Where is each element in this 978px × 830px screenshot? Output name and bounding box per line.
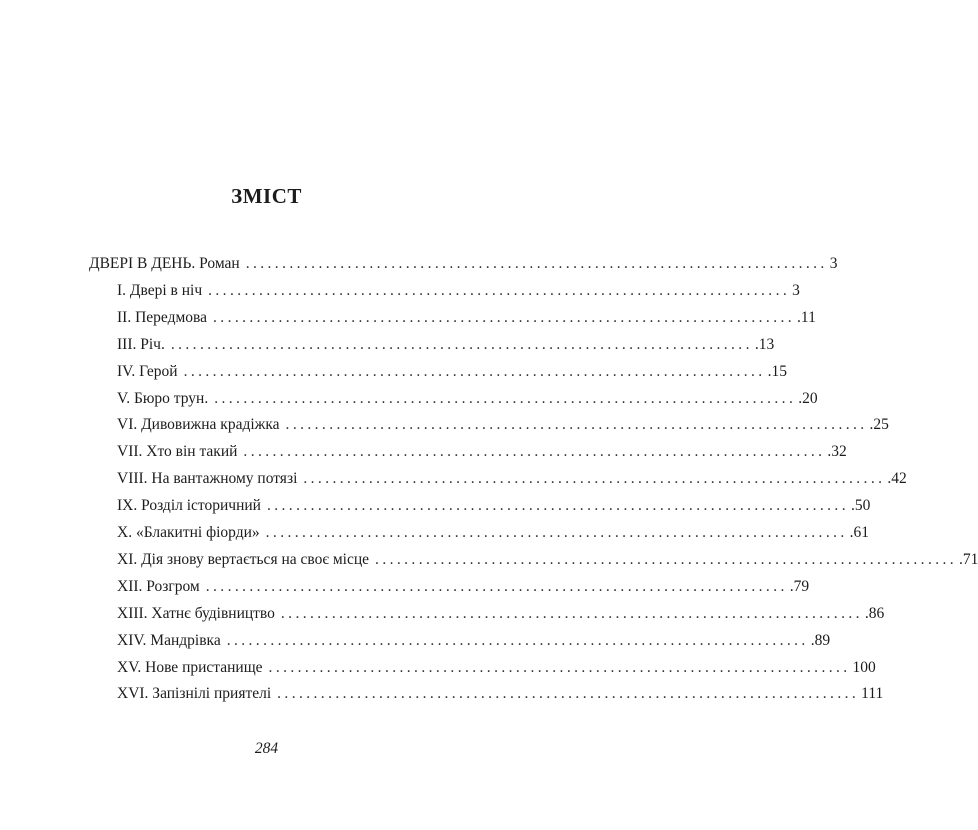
dot-leader: ................................................................................ [205,577,788,595]
toc-entry-title: VII. Хто він такий [117,443,238,461]
toc-entry [117,602,885,626]
dot-leader: ................................................................................ [285,416,868,434]
toc-entry [117,548,978,572]
dot-leader: ................................................................................ [245,255,828,272]
toc-entry-title: V. Бюро трун. [117,389,209,407]
toc-entry-title: III. Річ. [117,335,165,353]
toc-entry [117,494,871,518]
toc-entry-page: .89 [810,631,831,649]
toc-entry [117,575,810,599]
toc-entry-title: XIV. Мандрівка [117,631,221,649]
toc-heading: ЗМІСТ [231,184,302,208]
toc-entry-title: XII. Розгром [117,577,200,595]
toc-entry-page: .20 [798,389,818,407]
toc-entry-page: .13 [754,335,775,353]
toc-entry-page: .42 [887,470,907,488]
dot-leader: ................................................................................ [277,685,860,703]
toc-entry-page: 3 [829,255,838,272]
toc-entry-page: .32 [827,443,847,461]
toc-entry-title: ДВЕРІ В ДЕНЬ. Роман [89,255,240,272]
toc-entry-title: IX. Розділ історичний [117,497,261,515]
toc-entry [117,333,775,357]
toc-entry [117,387,818,411]
toc-entry [117,440,847,464]
toc-entry-page: .11 [797,308,816,326]
dot-leader: ................................................................................ [268,658,851,676]
toc-entry-title: VI. Дивовижна крадіжка [117,416,280,434]
toc-entry-page: .79 [789,577,810,595]
dot-leader: ................................................................................ [303,470,886,488]
toc-entry [117,360,787,384]
dot-leader: ................................................................................ [280,604,863,622]
toc-entry-page: 3 [792,281,800,299]
toc-entry-page: .50 [850,497,871,515]
toc-entry-title: I. Двері в ніч [117,281,203,299]
toc-entry [117,279,800,303]
dot-leader: ................................................................................ [183,362,766,380]
toc-entry-title: XVI. Запізнілі приятелі [117,685,272,703]
toc-entry-page: .25 [869,416,889,434]
dot-leader: ................................................................................ [266,497,849,515]
toc-entry-page: .86 [864,604,885,622]
toc-entry-title: XI. Дія знову вертається на своє місце [117,550,370,568]
toc-entry-page: 100 [852,658,876,676]
toc-entry [117,413,889,437]
dot-leader: ................................................................................ [265,524,848,541]
dot-leader: ................................................................................ [214,389,797,407]
toc-entry-page: .61 [849,524,870,541]
toc-entry-page: .15 [767,362,787,380]
toc-entry [117,306,816,330]
dot-leader: ................................................................................ [170,335,753,353]
toc-entry-title: XV. Нове пристанище [117,658,263,676]
toc-entry-page: 111 [861,685,884,703]
toc-entry-title: X. «Блакитні фіорди» [117,524,260,541]
toc-entry-title: VIII. На вантажному потязі [117,470,298,488]
dot-leader: ................................................................................ [213,308,796,326]
toc-entry [117,467,907,491]
toc-entry-title: IV. Герой [117,362,178,380]
toc-entry [117,629,831,653]
toc-entry [117,682,884,706]
toc-entry-title: II. Передмова [117,308,208,326]
toc-entry [117,521,870,545]
toc-entry [117,656,876,680]
toc-entry-title: XIII. Хатнє будівництво [117,604,275,622]
dot-leader: ................................................................................ [208,281,791,299]
toc-entry-page: .71 [959,550,978,568]
dot-leader: ................................................................................ [243,443,826,461]
dot-leader: ................................................................................ [375,550,958,568]
page-number: 284 [254,740,279,757]
toc-entry [89,252,838,276]
dot-leader: ................................................................................ [226,631,809,649]
